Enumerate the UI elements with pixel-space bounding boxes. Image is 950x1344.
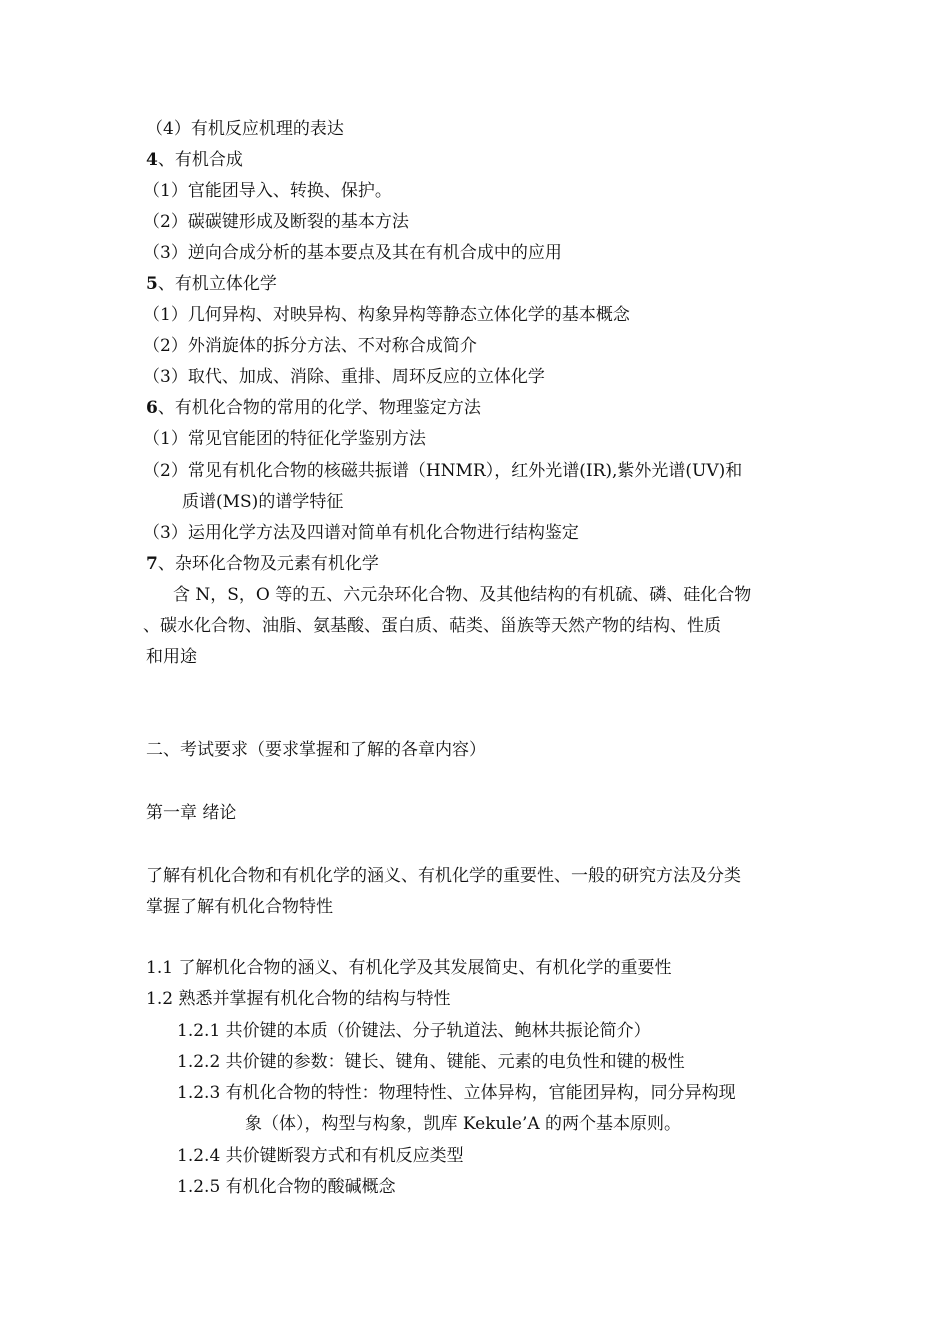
outline-subitem: 1.2.3 有机化合物的特性：物理特性、立体异构，官能团异构，同分异构现 [177,1083,736,1103]
list-item: （3）逆向合成分析的基本要点及其在有机合成中的应用 [143,243,562,263]
heading-text: 、杂环化合物及元素有机化学 [157,554,379,574]
section-heading-7 [146,553,379,575]
paragraph-line: 含 N，S，O 等的五、六元杂环化合物、及其他结构的有机硫、磷、硅化合物 [173,585,752,605]
paragraph-line: 和用途 [146,647,197,667]
heading-text: 、有机立体化学 [157,274,277,294]
outline-subitem-continuation: 象（体），构型与构象，凯库 Kekule’A 的两个基本原则。 [245,1114,682,1134]
list-item: （1）官能团导入、转换、保护。 [143,181,392,201]
outline-item: 1.2 熟悉并掌握有机化合物的结构与特性 [146,989,451,1009]
section-heading-4 [146,149,243,171]
outline-subitem: 1.2.5 有机化合物的酸碱概念 [177,1177,396,1197]
list-item: （2）碳碳键形成及断裂的基本方法 [143,212,409,232]
list-item: （3）运用化学方法及四谱对简单有机化合物进行结构鉴定 [143,523,579,543]
list-item-continuation: 质谱(MS)的谱学特征 [182,492,344,512]
section-heading-5 [146,273,277,295]
list-item: （4）有机反应机理的表达 [146,119,344,139]
list-item: （1）几何异构、对映异构、构象异构等静态立体化学的基本概念 [143,305,630,325]
section-heading-6 [146,397,481,419]
heading-text: 、有机化合物的常用的化学、物理鉴定方法 [157,398,481,418]
outline-subitem: 1.2.1 共价键的本质（价键法、分子轨道法、鲍林共振论简介） [177,1021,651,1041]
list-item: （3）取代、加成、消除、重排、周环反应的立体化学 [143,367,545,387]
list-item: （2）常见有机化合物的核磁共振谱（HNMR），红外光谱(IR),紫外光谱(UV)和 [143,461,743,481]
heading-number: 5 [146,274,158,294]
outline-item: 1.1 了解机化合物的涵义、有机化学及其发展简史、有机化学的重要性 [146,958,672,978]
heading-text: 、有机合成 [157,150,243,170]
chapter-title: 第一章 绪论 [146,803,237,823]
list-item: （1）常见官能团的特征化学鉴别方法 [143,429,426,449]
heading-number: 4 [146,150,158,170]
outline-subitem: 1.2.2 共价键的参数：键长、键角、键能、元素的电负性和键的极性 [177,1052,685,1072]
outline-subitem: 1.2.4 共价键断裂方式和有机反应类型 [177,1146,464,1166]
paragraph-line: 掌握了解有机化合物特性 [146,897,333,917]
list-item: （2）外消旋体的拆分方法、不对称合成简介 [143,336,477,356]
paragraph-line: 、碳水化合物、油脂、氨基酸、蛋白质、萜类、甾族等天然产物的结构、性质 [143,616,721,636]
paragraph-line: 了解有机化合物和有机化学的涵义、有机化学的重要性、一般的研究方法及分类 [146,866,741,886]
heading-number: 7 [146,554,158,574]
section-title: 二、考试要求（要求掌握和了解的各章内容） [146,740,486,760]
heading-number: 6 [146,398,158,418]
